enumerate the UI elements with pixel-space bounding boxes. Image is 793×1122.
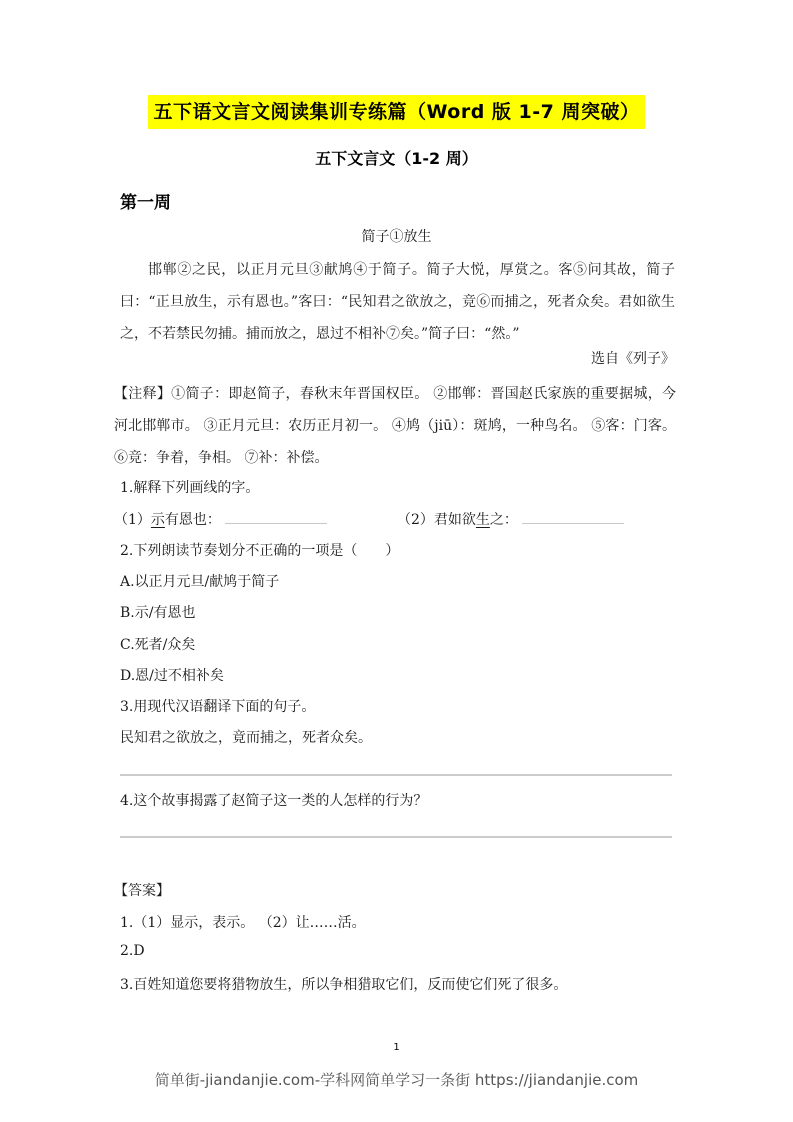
document-subtitle: 五下文言文（1-2 周） [315,149,478,168]
week-heading: 第一周 [120,193,171,213]
subtitle-container [0,146,793,169]
question-1-item-1 [114,509,327,529]
question-4-prompt: 4.这个故事揭露了赵简子这一类的人怎样的行为？ [120,793,428,809]
passage-source: 选自《列子》 [591,351,675,367]
q1-item1-answer-blank[interactable] [225,509,327,524]
page-number: 1 [393,1042,400,1053]
annotation-notes: 【注释】①简子：即赵简子，春秋末年晋国权臣。 ②邯郸：晋国赵氏家族的重要据城，今河北邯郸市。 ③正月元旦：农历正月初一。 ④鸠（jiū）：斑鸠，一种鸟名。 ⑤客：门客。 ⑥竞：争着，争相。 ⑦补：补偿。 [114,386,676,466]
q1-item2-answer-blank[interactable] [522,509,624,524]
answer-1: 1.（1）显示，表示。 （2）让……活。 [120,915,366,931]
question-1-prompt: 1.解释下列画线的字。 [120,480,260,496]
footer-watermark: 简单街-jiandanjie.com-学科网简单学习一条街 https://jiandanjie.com [154,1071,639,1089]
q1-item2-prefix: （2）君如欲 [397,512,476,528]
q1-item1-underlined-char: 示 [150,512,165,528]
q1-item1-rest: 有恩也： [164,512,221,528]
question-2-option-b: B.示/有恩也 [120,605,196,621]
question-2-option-d: D.恩/过不相补矣 [120,668,224,684]
question-1-item-2 [397,509,624,529]
question-2-option-c: C.死者/众矣 [120,637,196,653]
answer-2: 2.D [120,943,145,959]
document-title: 五下语文言文阅读集训专练篇（Word 版 1-7 周突破） [148,95,646,129]
question-3-answer-line[interactable] [120,774,672,776]
q1-item2-rest: 之： [489,512,518,528]
passage-title: 简子①放生 [361,229,432,245]
passage-text: 邯郸②之民，以正月元旦③献鸠④于简子。简子大悦，厚赏之。客⑤问其故，简子曰：“正旦放生，示有恩也。”客曰：“民知君之欲放之，竞⑥而捕之，死者众矣。君如欲生之，不若禁民勿捕。捕而放之，恩过不相补⑦矣。”简子曰：“然。” [120,262,675,342]
document-title-container [0,95,793,129]
question-3-sentence: 民知君之欲放之，竟而捕之，死者众矣。 [120,730,372,746]
q1-item2-underlined-char: 生 [475,512,490,528]
q1-item1-prefix: （1） [114,512,151,528]
answer-3: 3.百姓知道您要将猎物放生，所以争相猎取它们，反而使它们死了很多。 [120,977,568,993]
answers-heading: 【答案】 [114,883,170,899]
question-3-prompt: 3.用现代汉语翻译下面的句子。 [120,699,316,715]
question-2-option-a: A.以正月元旦/献鸠于简子 [120,574,280,590]
question-4-answer-line[interactable] [120,836,672,838]
question-2-prompt: 2.下列朗读节奏划分不正确的一项是（ ） [120,543,400,559]
